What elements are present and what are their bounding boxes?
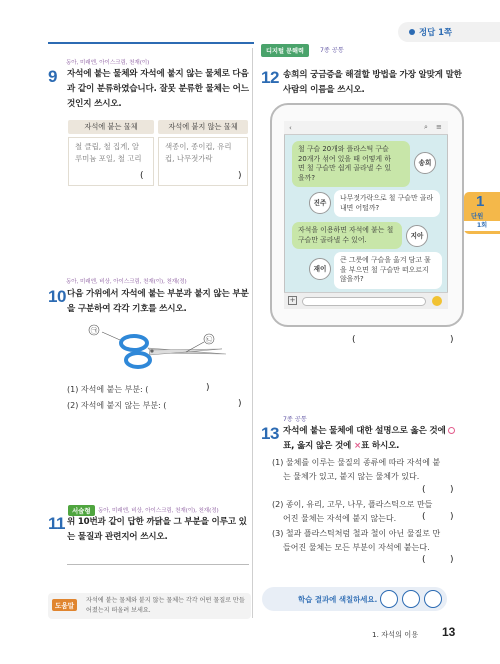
q13-item-line: (2) 종이, 유리, 고무, 나무, 플라스틱으로 만들	[272, 500, 433, 509]
menu-icon[interactable]: ≡	[436, 123, 442, 131]
table-cell-nonmagnetic	[158, 137, 248, 186]
chat-bubble-jinju	[334, 190, 440, 217]
chat-text-line: 자석을 이용하면 자석에 붙는 철	[298, 226, 394, 234]
q12-tag: 7종 공통	[320, 47, 344, 54]
q13-number: 13	[261, 424, 279, 443]
x-mark-icon: ×	[353, 441, 361, 451]
q10-sub2-close: )	[238, 399, 242, 409]
q9-text-line: 과 같이 분류하였습니다. 잘못 분류한 물체는 어느	[67, 84, 249, 94]
chat-bubble-jaei	[334, 252, 442, 289]
q10-sub1: (1) 자석에 붙는 부분: (	[67, 385, 149, 394]
footer-section: 1. 자석의 이용	[372, 630, 419, 639]
q11-text-line: 는 물질과 관련지어 쓰시오.	[67, 532, 168, 542]
chat-text-line: 면 철 구슬만 쉽게 골라낼 수 있	[298, 164, 392, 172]
scissors-handle-bottom	[126, 353, 150, 367]
q12-text-line: 사람의 이름을 쓰시오.	[283, 85, 365, 95]
q10-source: 동아, 미래엔, 비상, 아이스크림, 천재(이), 천재(정)	[66, 279, 187, 285]
q9-text-line: 것인지 쓰시오.	[67, 99, 122, 109]
emoji-icon[interactable]	[432, 296, 442, 306]
chat-text-line: 을 부으면 철 구슬만 떠오르지	[340, 265, 429, 274]
chat-bubble-jia	[292, 222, 402, 249]
q10-text	[67, 287, 249, 317]
q9-text-line: 자석에 붙는 물체와 자석에 붙지 않는 물체로 다음	[67, 69, 249, 79]
q10-sub1-close: )	[206, 383, 210, 393]
add-attachment-icon[interactable]: +	[289, 296, 296, 304]
q12-number: 12	[261, 68, 279, 87]
essay-badge: 서술형	[68, 505, 95, 516]
q13-item-3-open: (	[422, 555, 426, 565]
table-header-nonmagnetic: 자석에 붙지 않는 물체	[158, 120, 248, 134]
chat-text-line: 20개가 섞여 있을 때 어떻게 하	[298, 154, 391, 163]
chat-top-bar	[284, 121, 448, 135]
q12-answer-open: (	[352, 335, 356, 345]
page-number: 13	[442, 625, 456, 639]
q13-item-line: 는 물체가 있고, 붙지 않는 물체가 있다.	[283, 472, 420, 481]
q13-text-line: 표 하시오.	[360, 441, 400, 451]
column-divider	[252, 48, 253, 618]
q11-number: 11	[48, 514, 65, 533]
answer-page-label: 정답 1쪽	[419, 27, 453, 37]
answer-page-tab	[398, 22, 500, 42]
q9-number: 9	[48, 67, 57, 86]
q13-item-1	[272, 456, 440, 484]
q11-answer-line[interactable]	[67, 564, 249, 565]
circle-mark-icon	[448, 427, 455, 434]
q12-text	[283, 68, 462, 98]
chat-text-line: 나무젓가락으로 철 구슬만 골라	[340, 194, 434, 202]
top-rule-divider	[48, 42, 254, 44]
q9-text	[67, 67, 249, 112]
sad-face-icon[interactable]	[424, 590, 442, 608]
q13-item-line: (1) 물체를 이루는 물질의 종류에 따라 자석에 붙	[272, 458, 441, 467]
q13-item-1-open: (	[422, 485, 426, 495]
q13-item-1-close: )	[450, 485, 454, 495]
avatar-songhee: 송희	[414, 152, 436, 174]
chat-input-bar	[284, 292, 448, 309]
table-cell-line: 컵, 나무젓가락	[165, 154, 213, 163]
study-result-bar	[262, 587, 447, 611]
q13-tag: 7종 공통	[283, 416, 307, 423]
bullet-dot-icon	[409, 29, 415, 35]
q11-text	[67, 515, 247, 545]
q13-item-2-close: )	[450, 512, 454, 522]
label-leader-a	[102, 332, 120, 340]
chat-text-line: 큰 그릇에 구슬을 옮겨 담고 물	[340, 256, 431, 264]
q10-text-line: 다음 가위에서 자석에 붙는 부분과 붙지 않는 부분	[67, 289, 249, 299]
result-instruction: 학습 결과에 색칠하세요.	[298, 595, 378, 604]
q13-item-2-open: (	[422, 512, 426, 522]
hint-text-line: 자석에 붙는 물체와 붙지 않는 물체는 각각 어떤 물질로 만들	[86, 597, 245, 604]
label-b: ㉡	[205, 335, 213, 344]
unit-session: 1회	[464, 221, 500, 231]
scissors-illustration	[86, 324, 236, 380]
chat-text-line: 을까?	[298, 173, 315, 182]
table-cell-line: 색종이, 종이컵, 유리	[165, 142, 232, 151]
q13-text	[283, 424, 463, 454]
search-icon[interactable]: ⌕	[424, 123, 428, 131]
digital-literacy-badge: 디지털 문해력	[261, 44, 309, 57]
q11-source: 동아, 미래엔, 비상, 아이스크림, 천재(이), 천재(정)	[98, 508, 219, 514]
chat-bubble-songhee	[292, 141, 410, 187]
hint-label: 도움말	[52, 599, 77, 611]
q9-answer-open: (	[140, 171, 144, 181]
unit-label: 단원	[471, 212, 484, 220]
table-cell-line: 철 클립, 철 집게, 알	[75, 142, 140, 151]
chat-text-line: 않을까?	[340, 275, 364, 283]
q9-source: 동아, 미래엔, 아이스크림, 천재(이)	[66, 60, 150, 66]
q13-item-3-close: )	[450, 555, 454, 565]
scissors-handle-top	[121, 336, 147, 350]
hint-box	[48, 593, 251, 619]
table-header-magnetic: 자석에 붙는 물체	[68, 120, 154, 134]
q13-text-line: 표, 옳지 않은 것에	[283, 441, 352, 451]
unit-number: 1	[476, 193, 485, 210]
avatar-jaei: 재이	[309, 258, 331, 280]
q13-item-line: 들어진 물체는 모든 부분이 자석에 붙는다.	[283, 543, 430, 552]
q13-text-line: 자석에 붙는 물체에 대한 설명으로 옳은 것에	[283, 426, 446, 436]
q10-sub2: (2) 자석에 붙지 않는 부분: (	[67, 401, 167, 410]
back-arrow-icon[interactable]: ‹	[289, 124, 292, 132]
q11-text-line: 위 10번과 같이 답한 까닭을 그 부분을 이루고 있	[67, 517, 247, 527]
label-a: ㉠	[90, 326, 98, 335]
chat-text-line: 내면 어떨까?	[340, 203, 380, 212]
q10-number: 10	[48, 287, 66, 306]
chat-text-line: 구슬만 골라낼 수 있어.	[298, 235, 367, 244]
q13-item-3	[272, 527, 440, 555]
avatar-jia: 지아	[406, 225, 428, 247]
q9-classification-table	[68, 120, 248, 186]
q9-answer-close: )	[238, 171, 242, 181]
q10-text-line: 을 구분하여 각각 기호를 쓰시오.	[67, 304, 187, 314]
q12-answer-close: )	[450, 335, 454, 345]
q13-item-line: 어진 물체는 자석에 붙지 않는다.	[283, 514, 397, 523]
avatar-jinju: 진주	[309, 192, 331, 214]
smile-face-icon[interactable]	[380, 590, 398, 608]
chat-text-line: 철 구슬 20개와 플라스틱 구슬	[298, 145, 389, 153]
scissors-blade-bottom	[149, 349, 222, 355]
q13-item-2	[272, 498, 432, 526]
table-cell-line: 루미늄 포일, 철 고리	[75, 154, 142, 163]
scissors-pivot	[150, 349, 153, 352]
unit-side-tab	[464, 192, 500, 234]
q12-text-line: 송희의 궁금증을 해결할 방법을 가장 알맞게 말한	[283, 70, 462, 80]
hint-text-line: 어졌는지 떠올려 보세요.	[86, 607, 151, 614]
hint-text	[86, 596, 248, 616]
chat-text-input[interactable]	[302, 297, 426, 306]
q13-item-line: (3) 철과 플라스틱처럼 철과 철이 아닌 물질로 만	[272, 529, 441, 538]
neutral-face-icon[interactable]	[402, 590, 420, 608]
